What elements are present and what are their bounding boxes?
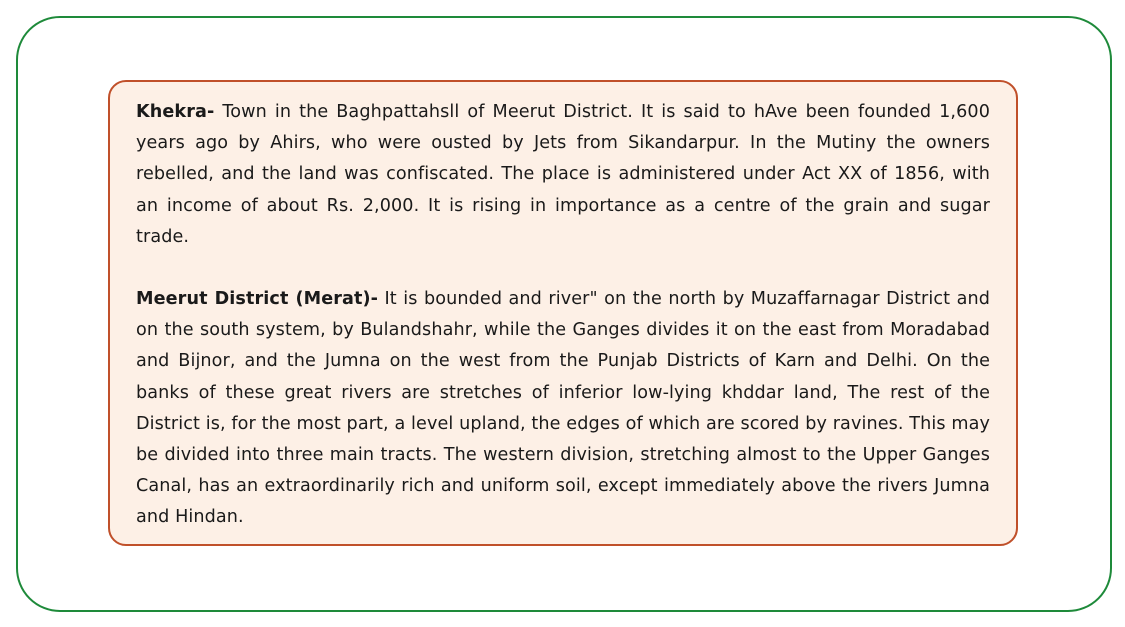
term-meerut-district: Meerut District (Merat)- [136,289,379,310]
passage-box [108,80,1018,546]
paragraph-khekra [136,97,990,253]
paragraph-khekra-text: Town in the Baghpattahsll of Meerut District. It is said to hAve been founded 1,600 years ago by Ahirs, who were ousted by Jets from Sikandarpur. In the Mutiny the owners rebelled, and the land was confiscated. The place is administered under Act XX of 1856, with an income of about Rs. 2,000. It is rising in importance as a centre of the grain and sugar trade. [136,102,990,247]
paragraph-meerut-district-text: It is bounded and river" on the north by Muzaffarnagar District and on the south system, by Bulandshahr, while the Ganges divides it on the east from Moradabad and Bijnor, and the Jumna on the west from the Punjab Districts of Karn and Delhi. On the banks of these great rivers are stretches of inferior low-lying khddar land, The rest of the District is, for the most part, a level upland, the edges of which are scored by ravines. This may be divided into three main tracts. The western division, stretching almost to the Upper Ganges Canal, has an extraordinarily rich and uniform soil, except immediately above the rivers Jumna and Hindan. [136,289,990,528]
paragraph-meerut-district [136,284,990,534]
term-khekra: Khekra- [136,102,215,122]
